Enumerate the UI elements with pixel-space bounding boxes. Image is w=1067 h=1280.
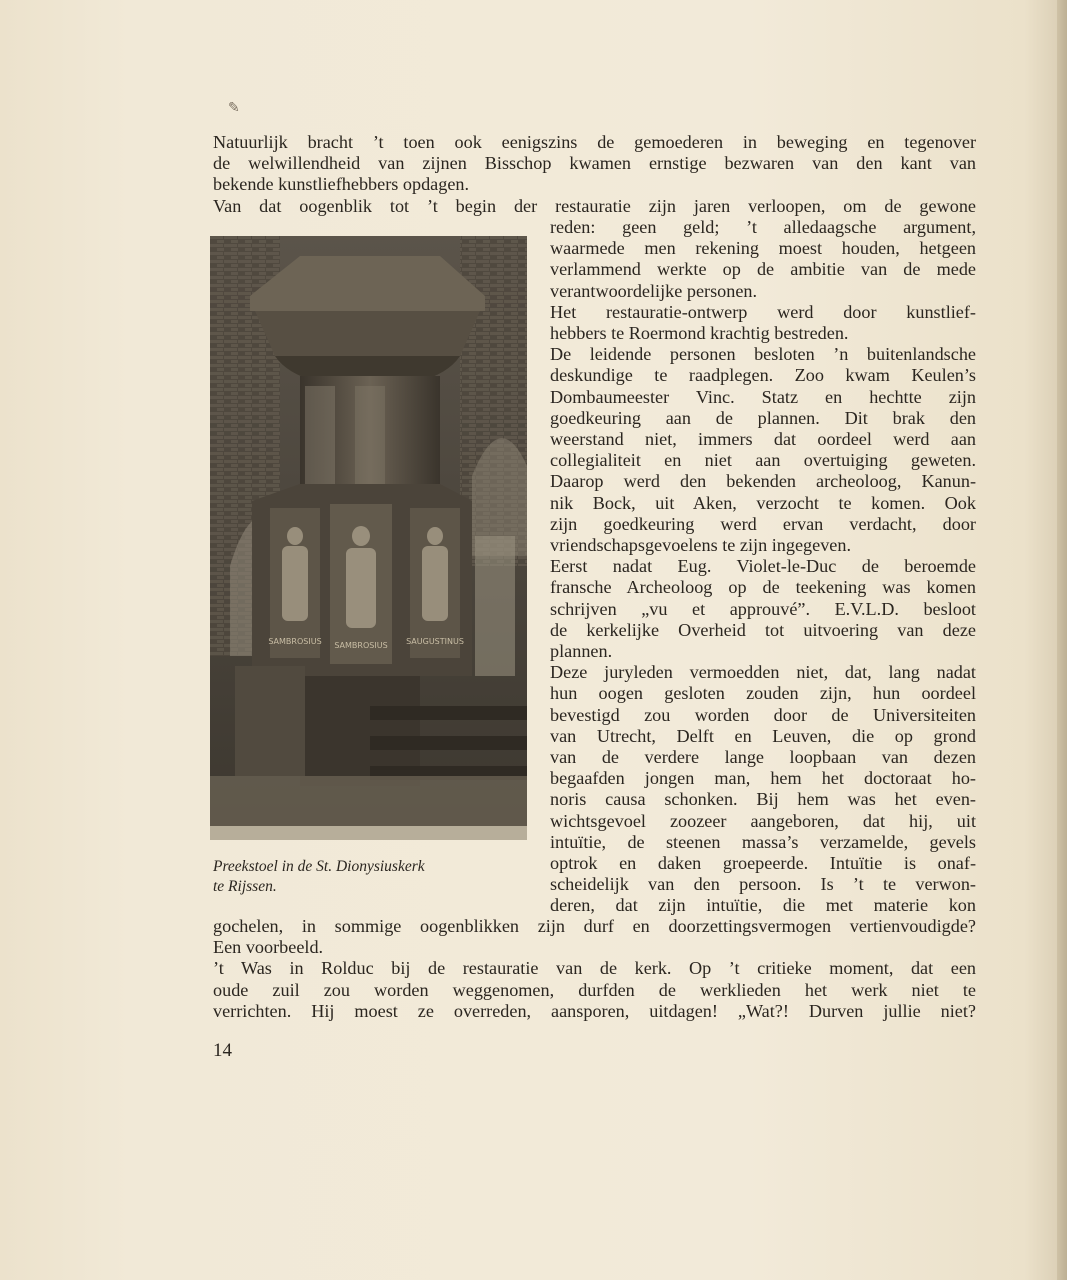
text-line: waarmede men rekening moest houden, hetgeen	[550, 238, 976, 259]
pulpit-photo	[210, 236, 527, 840]
text-line: De leidende personen besloten ’n buitenlandsche	[550, 344, 976, 365]
text-line: de welwillendheid van zijnen Bisschop kwamen ernstige bezwaren van den kant van	[213, 153, 976, 174]
text-line: verrichten. Hij moest ze overreden, aansporen, uitdagen! „Wat?! Durven jullie niet?	[213, 1000, 976, 1021]
inscription-left: SAMBROSIUS	[268, 637, 322, 646]
text-line: de kerkelijke Overheid tot uitvoering van deze	[550, 619, 976, 640]
pulpit-photo-image	[210, 236, 527, 840]
text-line: deren, dat zijn intuïtie, die met materie kon	[550, 895, 976, 916]
text-line: schrijven „vu et approuvé”. E.V.L.D. besloot	[550, 598, 976, 619]
inscription-center: SAMBROSIUS	[334, 641, 388, 650]
text-line: van Utrecht, Delft en Leuven, die op grond	[550, 725, 976, 746]
text-line: gochelen, in sommige oogenblikken zijn durf en doorzettingsvermogen vertienvoudigde?	[213, 916, 976, 936]
text-line: weerstand niet, immers dat oordeel werd aan	[550, 429, 976, 449]
text-line: deskundige te raadplegen. Zoo kwam Keulen’s	[550, 365, 976, 386]
text-line: goedkeuring aan de plannen. Dit brak den	[550, 407, 976, 428]
text-line: bekende kunstliefhebbers opdagen.	[213, 174, 470, 195]
text-line: Eerst nadat Eug. Violet-le-Duc de beroemde	[550, 556, 976, 577]
text-line: plannen.	[550, 641, 613, 661]
text-line: collegialiteit en niet aan overtuiging geweten.	[550, 450, 976, 471]
inscription-right: SAUGUSTINUS	[406, 637, 464, 646]
page-number: 14	[213, 1040, 232, 1061]
text-line: Natuurlijk bracht ’t toen ook eenigszins de gemoederen in beweging en tegenover	[213, 132, 976, 152]
text-line: wichtsgevoel zoozeer aangeboren, dat hij, uit	[550, 810, 976, 831]
text-line: Daarop werd den bekenden archeoloog, Kanun-	[550, 471, 976, 492]
text-line: noris causa schonken. Bij hem was het even-	[550, 789, 976, 810]
caption-line: te Rijssen.	[213, 878, 277, 895]
caption-line: Preekstoel in de St. Dionysiuskerk	[213, 858, 425, 875]
ink-mark: ✎	[228, 101, 240, 116]
text-line: verlammend werkte op de ambitie van de mede	[550, 259, 976, 280]
text-line: vriendschapsgevoelens te zijn ingegeven.	[550, 535, 851, 555]
text-line: intuïtie, de steenen massa’s verzamelde, gevels	[550, 831, 976, 852]
text-line: optrok en daken groepeerde. Intuïtie is onaf-	[550, 853, 976, 873]
text-line: verantwoordelijke personen.	[550, 280, 758, 301]
text-line: Van dat oogenblik tot ’t begin der restauratie zijn jaren verloopen, om de gewone	[213, 195, 976, 216]
text-line: ’t Was in Rolduc bij de restauratie van de kerk. Op ’t critieke moment, dat een	[213, 958, 976, 979]
text-line: nik Bock, uit Aken, verzocht te komen. Ook	[550, 492, 976, 513]
text-line: Dombaumeester Vinc. Statz en hechtte zijn	[550, 386, 976, 407]
page-edge	[1057, 0, 1067, 1280]
text-line: hebbers te Roermond krachtig bestreden.	[550, 323, 849, 343]
text-line: zijn goedkeuring werd ervan verdacht, door	[550, 513, 976, 534]
text-line: begaafden jongen man, hem het doctoraat ho-	[550, 768, 976, 789]
text-line: Een voorbeeld.	[213, 937, 324, 958]
text-line: van de verdere lange loopbaan van dezen	[550, 747, 976, 767]
text-line: reden: geen geld; ’t alledaagsche argument,	[550, 217, 976, 237]
text-line: bevestigd zou worden door de Universiteiten	[550, 704, 976, 725]
text-line: oude zuil zou worden weggenomen, durfden de werklieden het werk niet te	[213, 979, 976, 1000]
text-line: scheidelijk van den persoon. Is ’t te verwon-	[550, 874, 976, 895]
text-line: hun oogen gesloten zouden zijn, hun oordeel	[550, 683, 976, 704]
text-line: Het restauratie-ontwerp werd door kunstlief-	[550, 301, 976, 322]
text-line: fransche Archeoloog op de teekening was komen	[550, 577, 976, 598]
text-line: Deze juryleden vermoedden niet, dat, lang nadat	[550, 662, 976, 683]
